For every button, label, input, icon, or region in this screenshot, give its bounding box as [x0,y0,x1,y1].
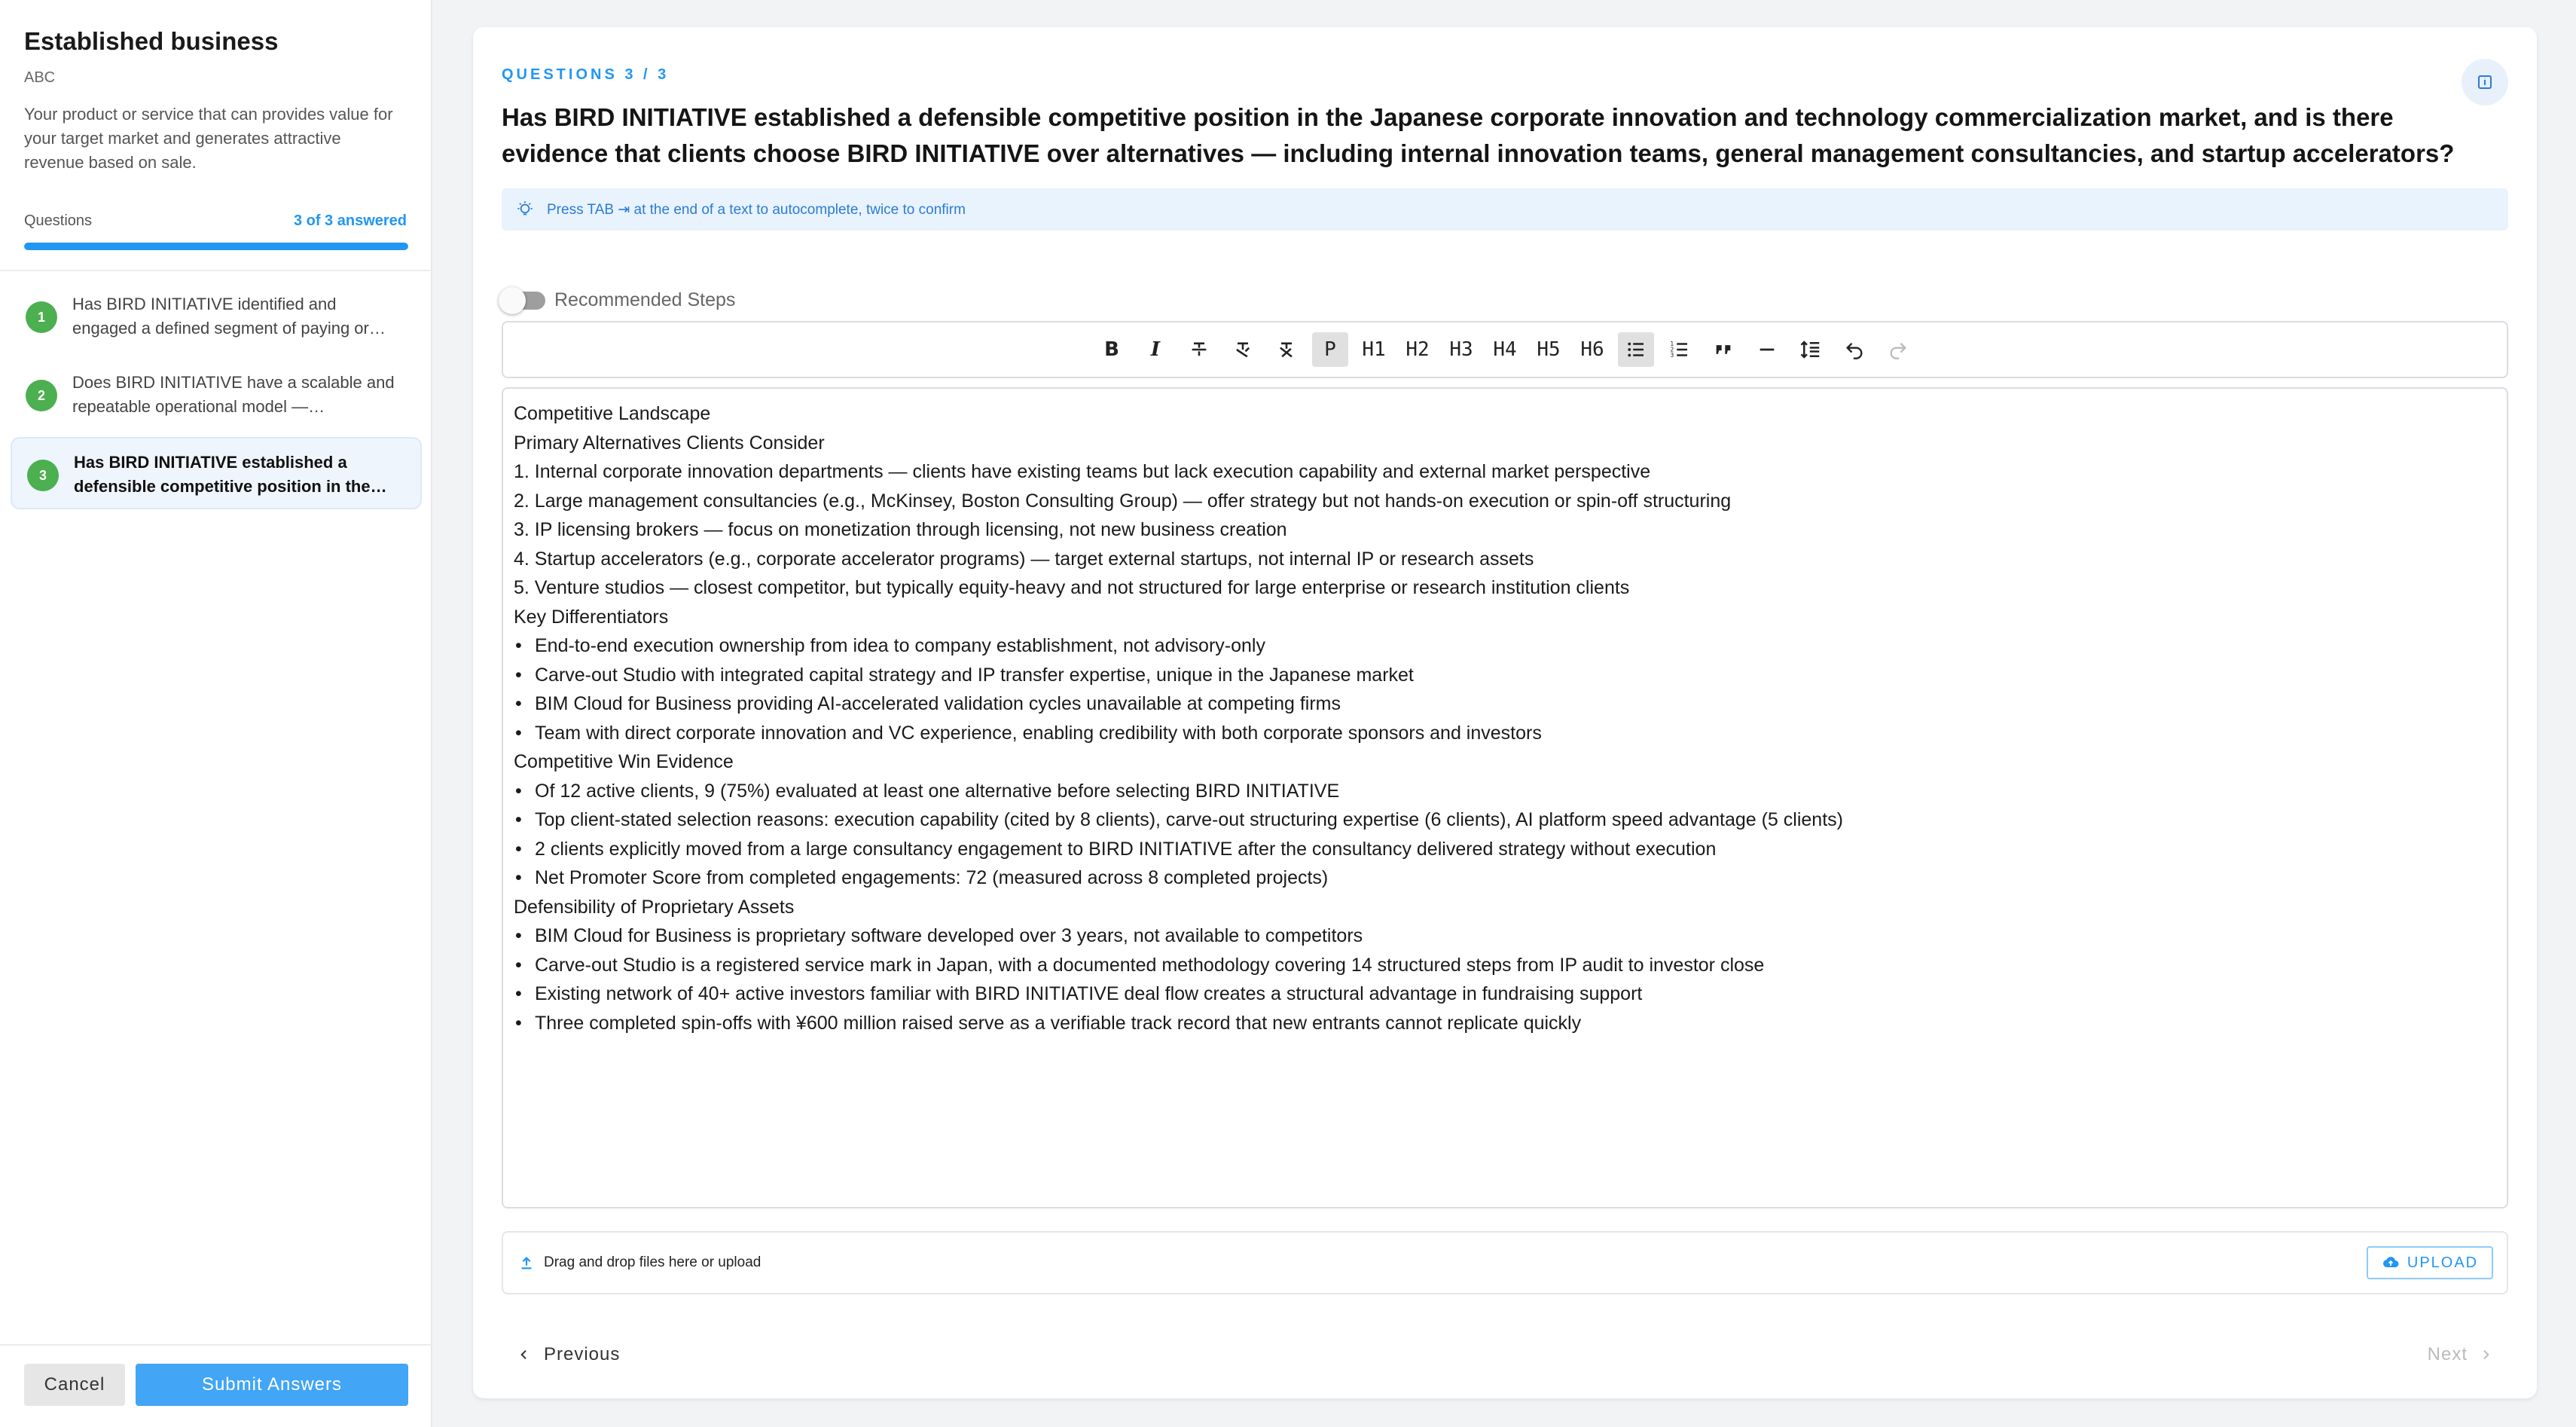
questions-label: Questions [24,212,93,229]
hint-text: Press TAB ⇥ at the end of a text to autocomplete, twice to confirm [547,201,966,218]
info-panel-icon [2476,73,2494,91]
paragraph-button[interactable]: P [1312,332,1348,367]
editor-bullet-item [514,863,2496,893]
editor-bullet-item [514,951,2496,980]
chevron-left-icon [518,1349,530,1361]
question-card [473,27,2537,1398]
editor-bullet-item [514,921,2496,951]
editor-heading: Defensibility of Proprietary Assets [514,896,795,918]
heading-5-button[interactable]: H5 [1537,338,1561,361]
bullet-list-button[interactable] [1618,332,1654,367]
upload-button-label: UPLOAD [2407,1254,2479,1271]
divider [0,1344,432,1346]
editor-bullet-item [514,777,2496,806]
undo-icon [1844,339,1865,360]
editor-toolbar [502,321,2508,378]
bullet-item-text: Net Promoter Score from completed engagements: 72 (measured across 8 completed projects) [535,867,1329,888]
business-description: Your product or service that can provides value for your target market and generates attractive revenue based on sale. [24,105,393,172]
dropzone-text: Drag and drop files here or upload [544,1254,762,1270]
editor-bullet-item [514,979,2496,1009]
question-item-text: Does BIRD INITIATIVE have a scalable and repeatable operational model —… [72,373,395,416]
bullet-item-text: BIM Cloud for Business providing AI-accelerated validation cycles unavailable at competing firms [535,693,1341,714]
editor-heading: Primary Alternatives Clients Consider [514,432,825,454]
horizontal-rule-button[interactable] [1749,332,1785,367]
bullet-item-text: 2 clients explicitly moved from a large consultancy engagement to BIRD INITIATIVE after the consultancy delivered strategy without execution [535,838,1717,860]
editor-bullet-item [514,835,2496,864]
question-counter: QUESTIONS 3 / 3 [502,66,670,83]
bullet-item-text: End-to-end execution ownership from idea to company establishment, not advisory-only [535,635,1265,656]
strikethrough-icon [1189,339,1210,360]
questions-progress-bar [24,243,408,250]
answered-count: 3 of 3 answered [293,212,407,229]
clear-nodes-button[interactable] [1268,332,1305,367]
bullet-item-text: Carve-out Studio is a registered service mark in Japan, with a documented methodology covering 14 structured steps from IP audit to investor close [535,954,1765,976]
toggle-label: Recommended Steps [554,289,736,310]
editor-ordered-item: 3. IP licensing brokers — focus on monetization through licensing, not new business creation [514,519,1287,540]
quote-icon [1713,339,1734,360]
file-dropzone[interactable] [502,1231,2508,1294]
editor-bullet-item [514,661,2496,690]
recommended-steps-toggle-row [502,289,735,311]
heading-4-button[interactable]: H4 [1493,338,1517,361]
editor-bullet-item [514,805,2496,835]
business-title: Established business [24,27,279,55]
question-number-badge: 3 [27,460,59,491]
editor-bullet-item [514,631,2496,661]
recommended-steps-toggle[interactable] [502,292,545,310]
chevron-right-icon [2480,1349,2492,1361]
editor-ordered-item: 2. Large management consultancies (e.g., McKinsey, Boston Consulting Group) — offer strategy but not hands-on execution or spin-off structuring [514,490,1732,512]
next-button[interactable] [2428,1344,2492,1365]
progress-fill [24,243,408,250]
sidebar [0,0,432,1427]
upload-button[interactable] [2367,1246,2493,1279]
previous-label: Previous [544,1344,621,1364]
bold-button[interactable]: B [1104,338,1119,361]
editor-heading: Competitive Win Evidence [514,751,734,772]
editor-bullet-item [514,689,2496,719]
ordered-list-button[interactable] [1662,332,1698,367]
question-item-2[interactable] [11,359,422,431]
bullet-item-text: Three completed spin-offs with ¥600 million raised serve as a verifiable track record that new entrants cannot replicate quickly [535,1012,1582,1034]
question-number-badge: 1 [26,301,57,333]
question-item-text: Has BIRD INITIATIVE established a defensible competitive position in the… [74,453,387,496]
question-item-1[interactable] [11,280,422,353]
clear-format-icon [1232,339,1253,360]
heading-2-button[interactable]: H2 [1406,338,1430,361]
toggle-knob [499,287,526,314]
clear-format-button[interactable] [1225,332,1261,367]
svg-text:2: 2 [1670,346,1674,353]
editor-heading: Key Differentiators [514,606,669,628]
redo-icon [1888,339,1909,360]
undo-button[interactable] [1836,332,1872,367]
editor-heading: Competitive Landscape [514,403,711,424]
info-button[interactable] [2462,59,2508,105]
editor-bullet-item [514,1009,2496,1038]
editor-ordered-item: 5. Venture studios — closest competitor, but typically equity-heavy and not structured for large enterprise or research institution clients [514,577,1630,598]
autocomplete-hint [502,188,2508,231]
question-item-3[interactable] [11,437,422,509]
submit-answers-button[interactable]: Submit Answers [136,1364,408,1406]
lightbulb-icon [515,200,535,219]
question-title: Has BIRD INITIATIVE established a defensible competitive position in the Japanese corporate innovation and technology commercialization market, and is there evidence that clients choose BIRD INITIATIVE over alternatives — including internal innovation teams, general management consultancies, and startup accelerators? [502,103,2455,167]
bullet-item-text: Team with direct corporate innovation and VC experience, enabling credibility with both corporate sponsors and investors [535,722,1542,744]
svg-text:3: 3 [1670,352,1674,359]
line-height-button[interactable] [1793,332,1829,367]
business-subtitle: ABC [24,69,56,86]
upload-arrow-icon [518,1254,535,1271]
answer-editor[interactable] [502,387,2508,1209]
redo-button[interactable] [1880,332,1916,367]
heading-1-button[interactable]: H1 [1362,338,1386,361]
ordered-list-icon [1668,338,1691,361]
editor-bullet-item [514,719,2496,748]
bullet-item-text: Carve-out Studio with integrated capital strategy and IP transfer expertise, unique in the Japanese market [535,664,1414,686]
editor-ordered-item: 1. Internal corporate innovation departments — clients have existing teams but lack execution capability and external market perspective [514,461,1651,482]
bullet-item-text: Top client-stated selection reasons: execution capability (cited by 8 clients), carve-out structuring expertise (6 clients), AI platform speed advantage (5 clients) [535,809,1843,830]
editor-ordered-item: 4. Startup accelerators (e.g., corporate accelerator programs) — target external startups, not internal IP or research assets [514,548,1534,570]
strikethrough-button[interactable] [1181,332,1217,367]
bullet-item-text: Existing network of 40+ active investors familiar with BIRD INITIATIVE deal flow creates a structural advantage in fundraising support [535,983,1643,1004]
previous-button[interactable] [518,1344,620,1365]
cloud-upload-icon [2382,1254,2400,1272]
question-number-badge: 2 [26,380,57,411]
heading-6-button[interactable]: H6 [1580,338,1604,361]
bullet-list-icon [1625,338,1647,361]
bullet-item-text: Of 12 active clients, 9 (75%) evaluated at least one alternative before selecting BIRD INITIATIVE [535,780,1340,802]
heading-3-button[interactable]: H3 [1449,338,1473,361]
line-height-icon [1799,338,1822,361]
cancel-button[interactable]: Cancel [24,1364,125,1406]
next-label: Next [2427,1344,2468,1364]
blockquote-button[interactable] [1705,332,1741,367]
divider [0,270,432,271]
bullet-item-text: BIM Cloud for Business is proprietary software developed over 3 years, not available to competitors [535,925,1363,946]
horizontal-rule-icon [1757,339,1778,360]
clear-nodes-icon [1276,339,1297,360]
italic-button[interactable]: I [1150,338,1161,361]
svg-text:1: 1 [1670,341,1674,347]
question-item-text: Has BIRD INITIATIVE identified and engaged a defined segment of paying or… [72,295,386,338]
